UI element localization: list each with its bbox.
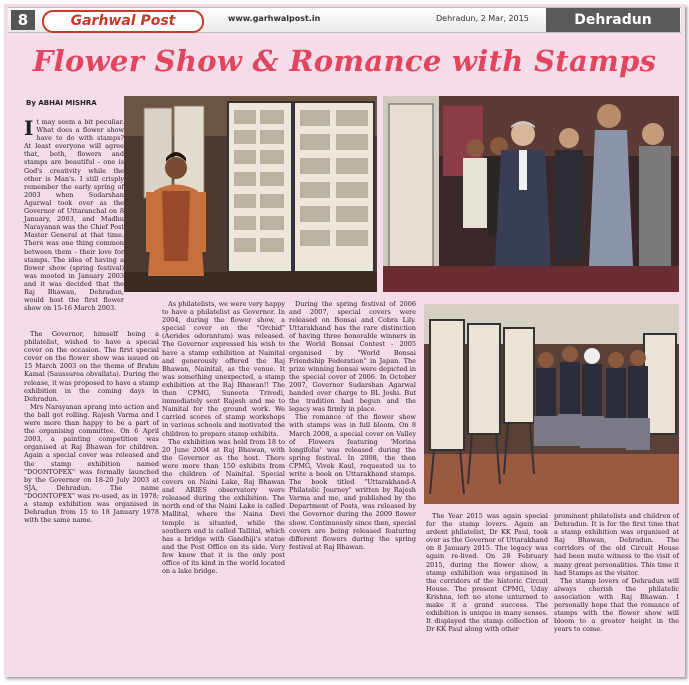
col1-paragraph-1: t may seem a bit peculiar. What does a flower show have to do with stamps? At least everyone will agree that, both, flowers and stamps are beautiful - one is God's creativity while the other is Man's. I still crisply remember the early spring of 2003 when Sudarshan Agarwal took over as the Governor of Uttaranchal on 8 January, 2003, and Madhu Narayanan was the Chief Post Master General at that time. There was one thing common between them - their love for stamps. The idea of having a flower show (spring festival) was mooted in January 2003 and it was decided that the Raj Bhawan, Dehradun, would host the first flower show on 15-16 March 2003. [24, 118, 124, 313]
edition-label: Dehradun [546, 8, 680, 32]
article-column-4 [426, 512, 548, 633]
col5-paragraph-2: The stamp lovers of Dehradun will always cherish the philatelic association with Raj Bhawan. I personally hope that the romance of stamps with the flower show will bloom to a greater height in the years to come. [554, 576, 679, 634]
col2-paragraph-2: The exhibition was held from 18 to 20 June 2004 at Raj Bhawan, with the Governor as the host. There were more than 150 exhibits from the children of Nainital. Special covers on Naini Lake, Raj Bhawan and ARIES observatory were released during the exhibition. The north end of the Naini Lake is called Mallital, where the Naina Devi temple is situated, while the southern end is called Tallital, which has a bridge with Gandhiji's statue and the Post Office on its side. Very few know that it is the only post office of its kind in the world located on a lake bridge. [162, 437, 285, 576]
col2-paragraph-1: As philatelists, we were very happy to have a philatelist as Governor. In 2004, during the flower show, a special cover on the "Orchid" (Aerides odorantum) was released. The Governor expressed his wish to have a stamp exhibition at Nainital and generously offered the Raj Bhawan, Nainital, as the venue. It was something unexpected, a stamp exhibition at the Raj Bhawan!! The then CPMG, Suneeta Trivedi, immediately sent Rajesh and me to Nainital for the ground work. We carried scores of stamp workshops in various schools and motivated the children to prepare stamp exhibits. [162, 300, 285, 438]
masthead-logo: Garhwal Post [42, 10, 204, 33]
exhibition-woman-photo [124, 96, 377, 292]
article-column-1-lower [24, 330, 159, 524]
article-column-5 [554, 512, 679, 633]
article-column-1 [24, 118, 124, 312]
article-column-2 [162, 300, 285, 575]
governor-visit-photo [383, 96, 679, 292]
page-header [8, 7, 681, 33]
headline: Flower Show & Romance with Stamps [32, 44, 657, 78]
governor-visit-image [383, 96, 679, 292]
drop-cap: I [24, 116, 34, 140]
col1-paragraph-2: The Governor, himself being a philatelist, wished to have a special cover on the occasion. The first special cover on the flower show was issued on 15 March 2003 on the theme of Brahm Kamal (Saussurea obvallata). During the release, it was proposed to have a stamp exhibition in the coming days in Dehradun. [24, 330, 159, 403]
website-url: www.garhwalpost.in [228, 14, 321, 23]
students-photo [424, 304, 679, 504]
exhibition-woman-image [124, 96, 377, 292]
col4-paragraph-1: The Year 2015 was again special for the stamp lovers. Again an ardent philatelist, Dr KK Paul, took over as the Governor of Uttarakhand on 8 January 2015. The legacy was again re-lived. On 28 February 2015, during the flower show, a stamp exhibition was organised in the corridors of the historic Circuit House. The present CPMG, Uday Krishna, left no stone unturned to make it a grand success. The exhibition is unique in many senses. It displayed the stamp collection of Dr KK Paul along with other [426, 512, 548, 634]
students-image [424, 304, 679, 504]
byline: By ABHAI MISHRA [26, 99, 97, 107]
newspaper-page [4, 4, 685, 677]
col5-paragraph-1: prominent philatelists and children of Dehradun. It is for the first time that a stamp exhibition was organised at Raj Bhawan, Dehradun. The corridors of the old Circuit House had been mute witness to the visit of many great personalities. This time it had Stamps as the visitor. [554, 512, 679, 577]
col1-paragraph-3: Mrs Narayanan sprang into action and the ball got rolling. Rajesh Varma and I were more than happy to be a part of the organising committee. On 6 April 2003, a painting competition was organised at Raj Bhawan for children. Again a special cover was released and the stamp exhibition named "DOONTOPEX" was formally launched by the Governor on 18-20 July 2003 at SJA, Dehradun. The name "DOONTOPEX" was re-used, as in 1978; a stamp exhibition was organised in Dehradun from 15 to 18 January 1978 with the same name. [24, 402, 159, 525]
dateline: Dehradun, 2 Mar, 2015 [436, 14, 529, 23]
col3-paragraph-2: The romance of the flower show with stamps was in full bloom. On 8 March 2008, a special cover on Valley of Flowers featuring 'Morina longifolia' was released during the spring festival. In 2008, the then CPMG, Vivek Kaul, requested us to write a book on Uttarakhand stamps. The book titled "Uttarakhand-A Philatelic Journey" written by Rajesh Varma and me, and published by the Department of Posts, was released by the Governor during the 2009 flower show. Continuously since then, special covers are being released featuring different flowers during the spring festival at Raj Bhawan. [289, 413, 416, 551]
page-number: 8 [11, 10, 35, 30]
col3-paragraph-1: During the spring festival of 2006 and 2007, special covers were released on Bonsai and Cobra Lily. Uttarakhand has the rare distinction of having three honorable winners in the World Bonsai Contest - 2005 organised by "World Bonsai Friendship Federation" in Japan. The prize winning bonsai were depicted in the special cover of 2006. In October 2007, Governor Sudarshan Agarwal handed over charge to BL Joshi. But the tradition had begun and the legacy was firmly in place. [289, 300, 416, 414]
article-column-3 [289, 300, 416, 551]
